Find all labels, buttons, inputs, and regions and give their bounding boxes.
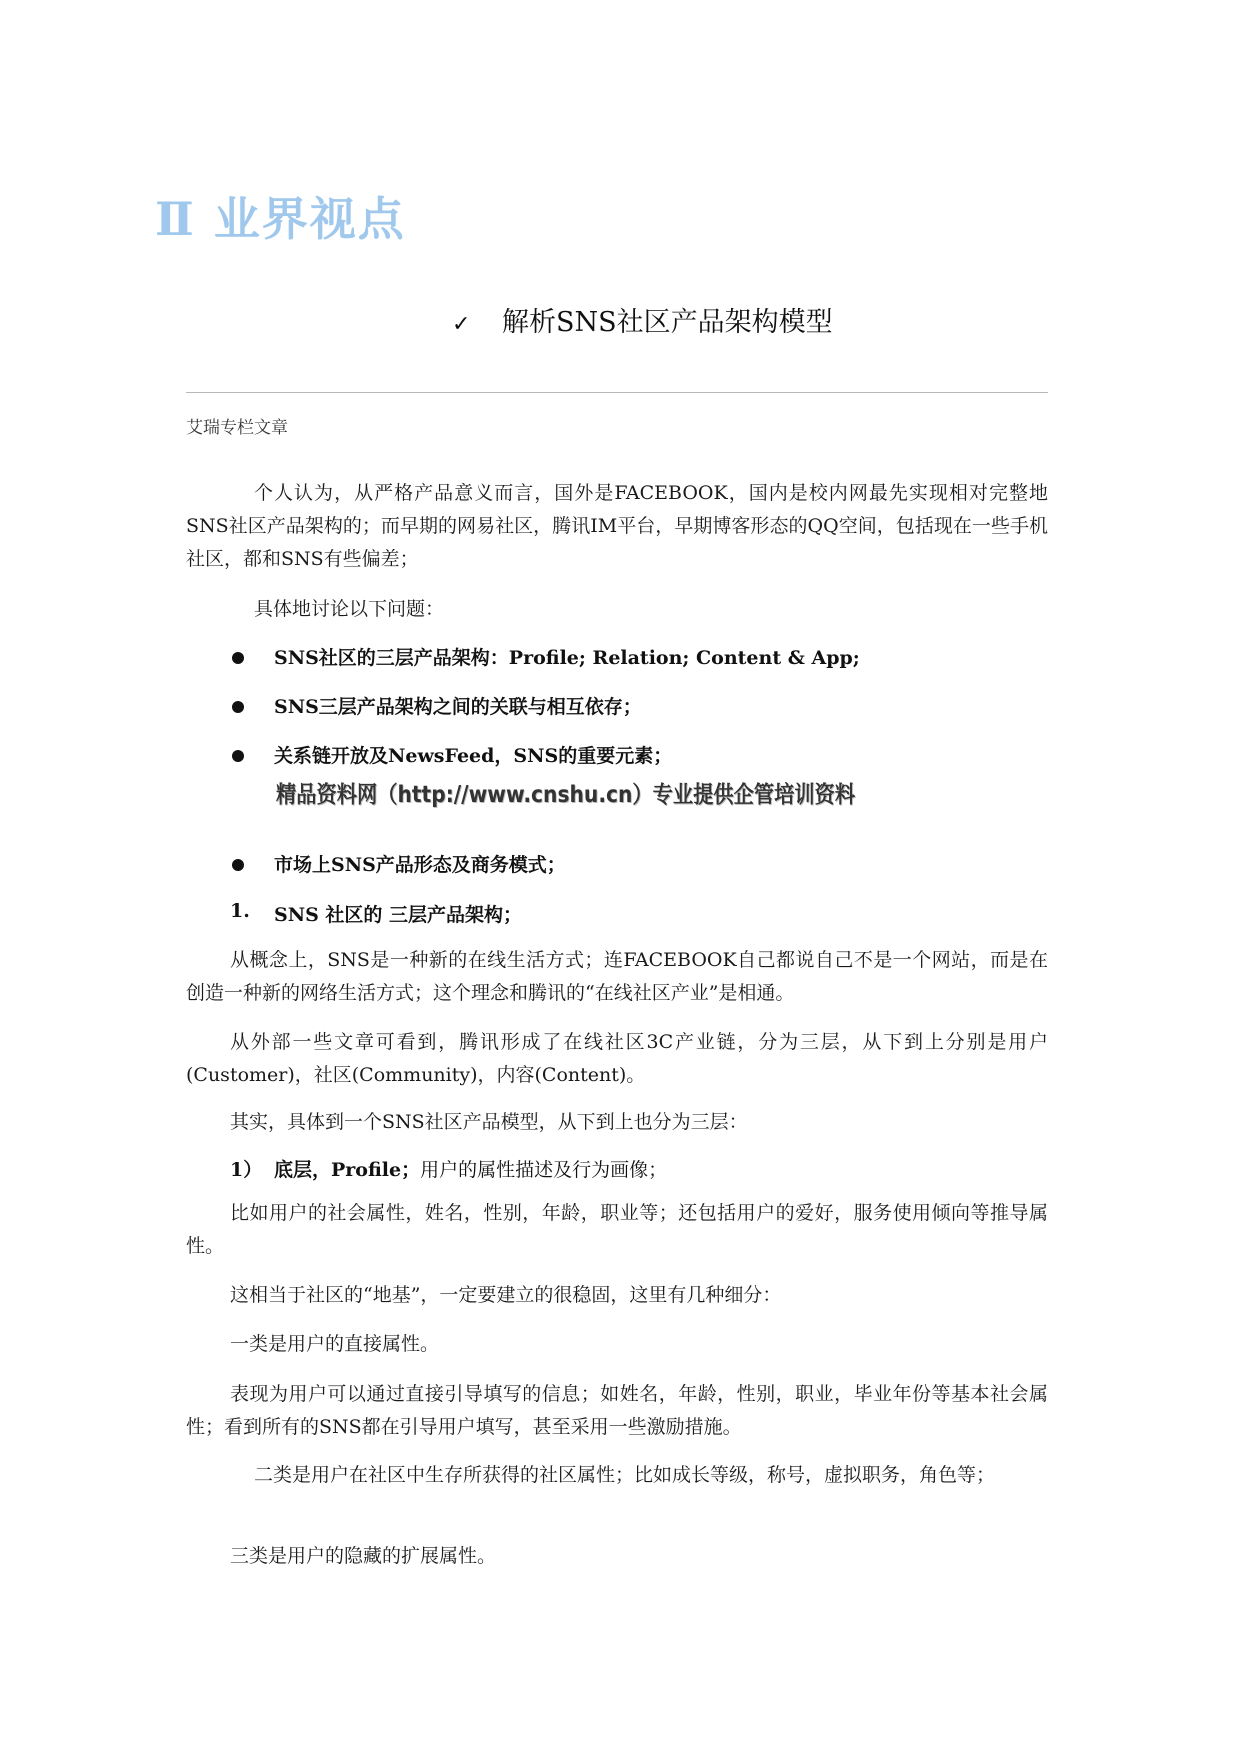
heading-number: 1. (230, 900, 250, 922)
bullet-icon (232, 750, 244, 762)
horizontal-rule (186, 392, 1048, 393)
body-paragraph: 一类是用户的直接属性。 (230, 1333, 440, 1355)
article-title-text: 解析SNS社区产品架构模型 (502, 307, 833, 338)
sub-heading-text (274, 1155, 667, 1182)
sub-heading-number: 1） (230, 1159, 263, 1181)
bullet-text: 关系链开放及NewsFeed，SNS的重要元素； (274, 745, 673, 767)
heading-text: SNS 社区的 三层产品架构； (274, 904, 523, 926)
body-paragraph: 比如用户的社会属性，姓名，性别，年龄，职业等；还包括用户的爱好，服务使用倾向等推导属性。 (186, 1202, 1048, 1257)
body-paragraph: 这相当于社区的“地基”，一定要建立的很稳固，这里有几种细分： (230, 1284, 782, 1306)
bullet-text: SNS三层产品架构之间的关联与相互依存； (274, 696, 642, 718)
article-title (452, 300, 833, 339)
body-paragraph: 三类是用户的隐藏的扩展属性。 (230, 1545, 497, 1567)
body-paragraph: 从概念上，SNS是一种新的在线生活方式；连FACEBOOK自己都说自己不是一个网站，而是在创造一种新的网络生活方式；这个理念和腾讯的“在线社区产业”是相通。 (186, 949, 1048, 1004)
body-paragraph: 从外部一些文章可看到，腾讯形成了在线社区3C产业链，分为三层，从下到上分别是用户(Customer)，社区(Community)，内容(Content)。 (186, 1031, 1048, 1086)
body-paragraph: 表现为用户可以通过直接引导填写的信息；如姓名，年龄，性别，职业，毕业年份等基本社会属性；看到所有的SNS都在引导用户填写，甚至采用一些激励措施。 (186, 1383, 1048, 1438)
bullet-text: 市场上SNS产品形态及商务模式； (274, 854, 566, 876)
bullet-icon (232, 701, 244, 713)
body-paragraph: 二类是用户在社区中生存所获得的社区属性；比如成长等级，称号，虚拟职务，角色等； (254, 1464, 996, 1486)
checkmark-icon: ✓ (452, 312, 471, 337)
sub-heading-bold: 底层，Profile； (274, 1159, 421, 1181)
bullet-icon (232, 652, 244, 664)
sub-heading-desc: 用户的属性描述及行为画像； (420, 1159, 668, 1181)
intro-paragraph: 个人认为，从严格产品意义而言，国外是FACEBOOK，国内是校内网最先实现相对完整地SNS社区产品架构的；而早期的网易社区，腾讯IM平台，早期博客形态的QQ空间，包括现在一些手机社区，都和SNS有些偏差； (186, 482, 1048, 570)
section-title: Ⅱ 业界视点 (155, 192, 406, 246)
bullet-icon (232, 859, 244, 871)
watermark-banner: 精品资料网（http://www.cnshu.cn）专业提供企管培训资料 (276, 782, 856, 808)
column-label: 艾瑞专栏文章 (186, 418, 288, 438)
bullet-text: SNS社区的三层产品架构：Profile; Relation; Content & App; (274, 647, 860, 669)
discussion-lead: 具体地讨论以下问题： (254, 598, 445, 620)
body-paragraph: 其实，具体到一个SNS社区产品模型，从下到上也分为三层： (230, 1111, 748, 1133)
